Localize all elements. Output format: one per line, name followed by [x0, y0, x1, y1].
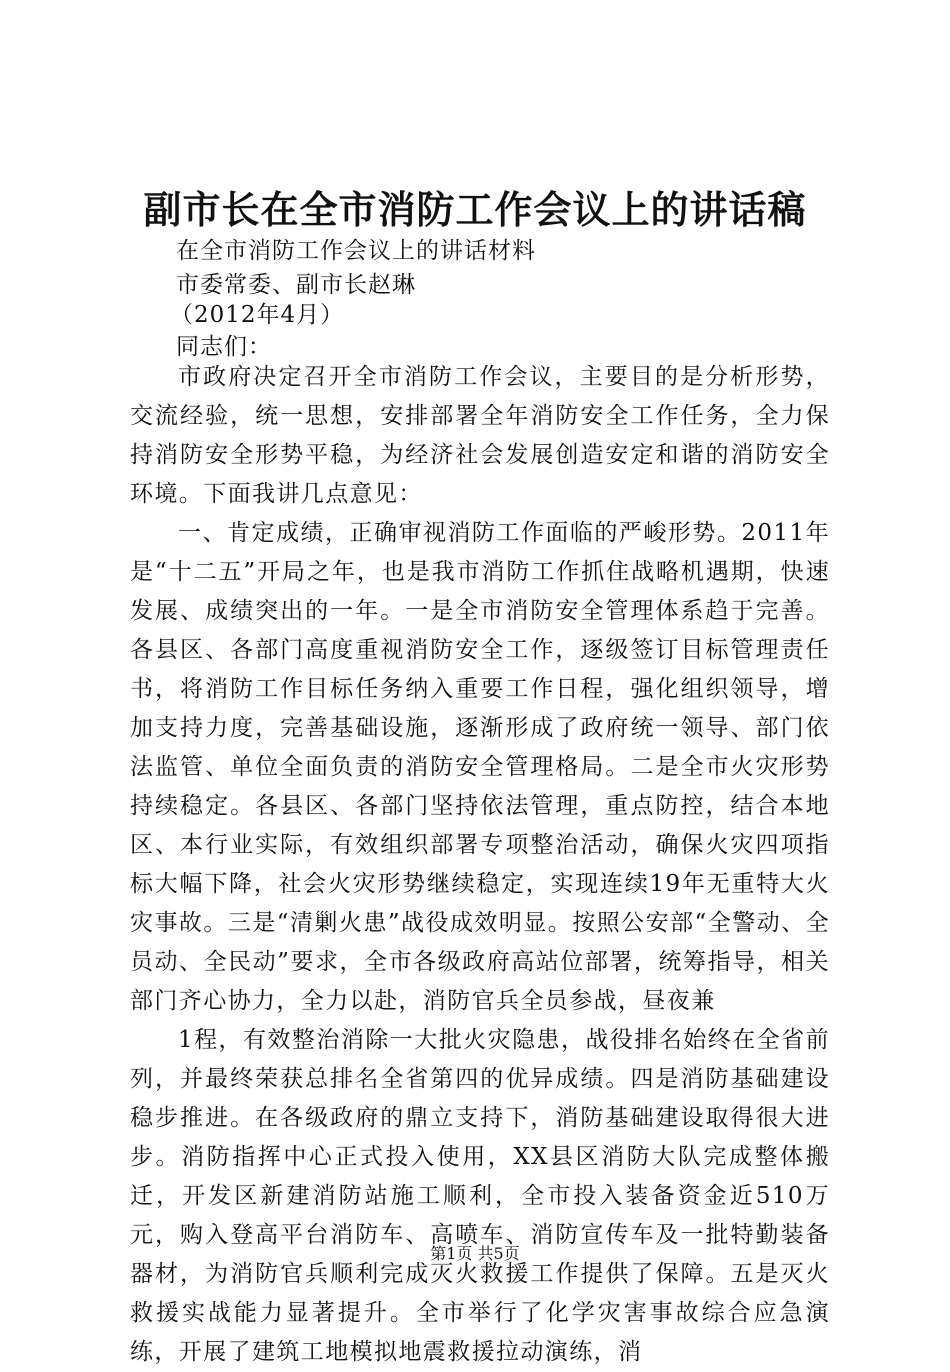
document-body	[130, 358, 830, 1372]
page-footer: 第1页 共5页	[430, 1244, 520, 1263]
paragraph: 市政府决定召开全市消防工作会议，主要目的是分析形势，交流经验，统一思想，安排部署全年消防安全工作任务，全力保持消防安全形势平稳，为经济社会发展创造安定和谐的消防安全环境。下面我讲几点意见：	[130, 364, 830, 507]
document-subtitle: 在全市消防工作会议上的讲话材料	[176, 238, 536, 264]
paragraph: 一、肯定成绩，正确审视消防工作面临的严峻形势。2011年是“十二五”开局之年，也是我市消防工作抓住战略机遇期，快速发展、成绩突出的一年。一是全市消防安全管理体系趋于完善。各县区、各部门高度重视消防安全工作，逐级签订目标管理责任书，将消防工作目标任务纳入重要工作日程，强化组织领导，增加支持力度，完善基础设施，逐渐形成了政府统一领导、部门依法监管、单位全面负责的消防安全管理格局。二是全市火灾形势持续稳定。各县区、各部门坚持依法管理，重点防控，结合本地区、本行业实际，有效组织部署专项整治活动，确保火灾四项指标大幅下降，社会火灾形势继续稳定，实现连续19年无重特大火灾事故。三是“清剿火患”战役成效明显。按照公安部“全警动、全员动、全民动”要求，全市各级政府高站位部署，统筹指导，相关部门齐心协力，全力以赴，消防官兵全员参战，昼夜兼	[130, 520, 830, 1014]
date-line: （2012年4月）	[170, 302, 345, 328]
paragraph: 1程，有效整治消除一大批火灾隐患，战役排名始终在全省前列，并最终荣获总排名全省第四的优异成绩。四是消防基础建设稳步推进。在各级政府的鼎立支持下，消防基础建设取得很大进步。消防指挥中心正式投入使用，XX县区消防大队完成整体搬迁，开发区新建消防站施工顺利，全市投入装备资金近510万元，购入登高平台消防车、高喷车、消防宣传车及一批特勤装备器材，为消防官兵顺利完成灭火救援工作提供了保障。五是灭火救援实战能力显著提升。全市举行了化学灾害事故综合应急演练，开展了建筑工地模拟地震救援拉动演练，消	[130, 1027, 830, 1365]
speaker-line: 市委常委、副市长赵琳	[176, 272, 416, 298]
document-title: 副市长在全市消防工作会议上的讲话稿	[143, 188, 807, 232]
salutation: 同志们：	[176, 334, 272, 360]
